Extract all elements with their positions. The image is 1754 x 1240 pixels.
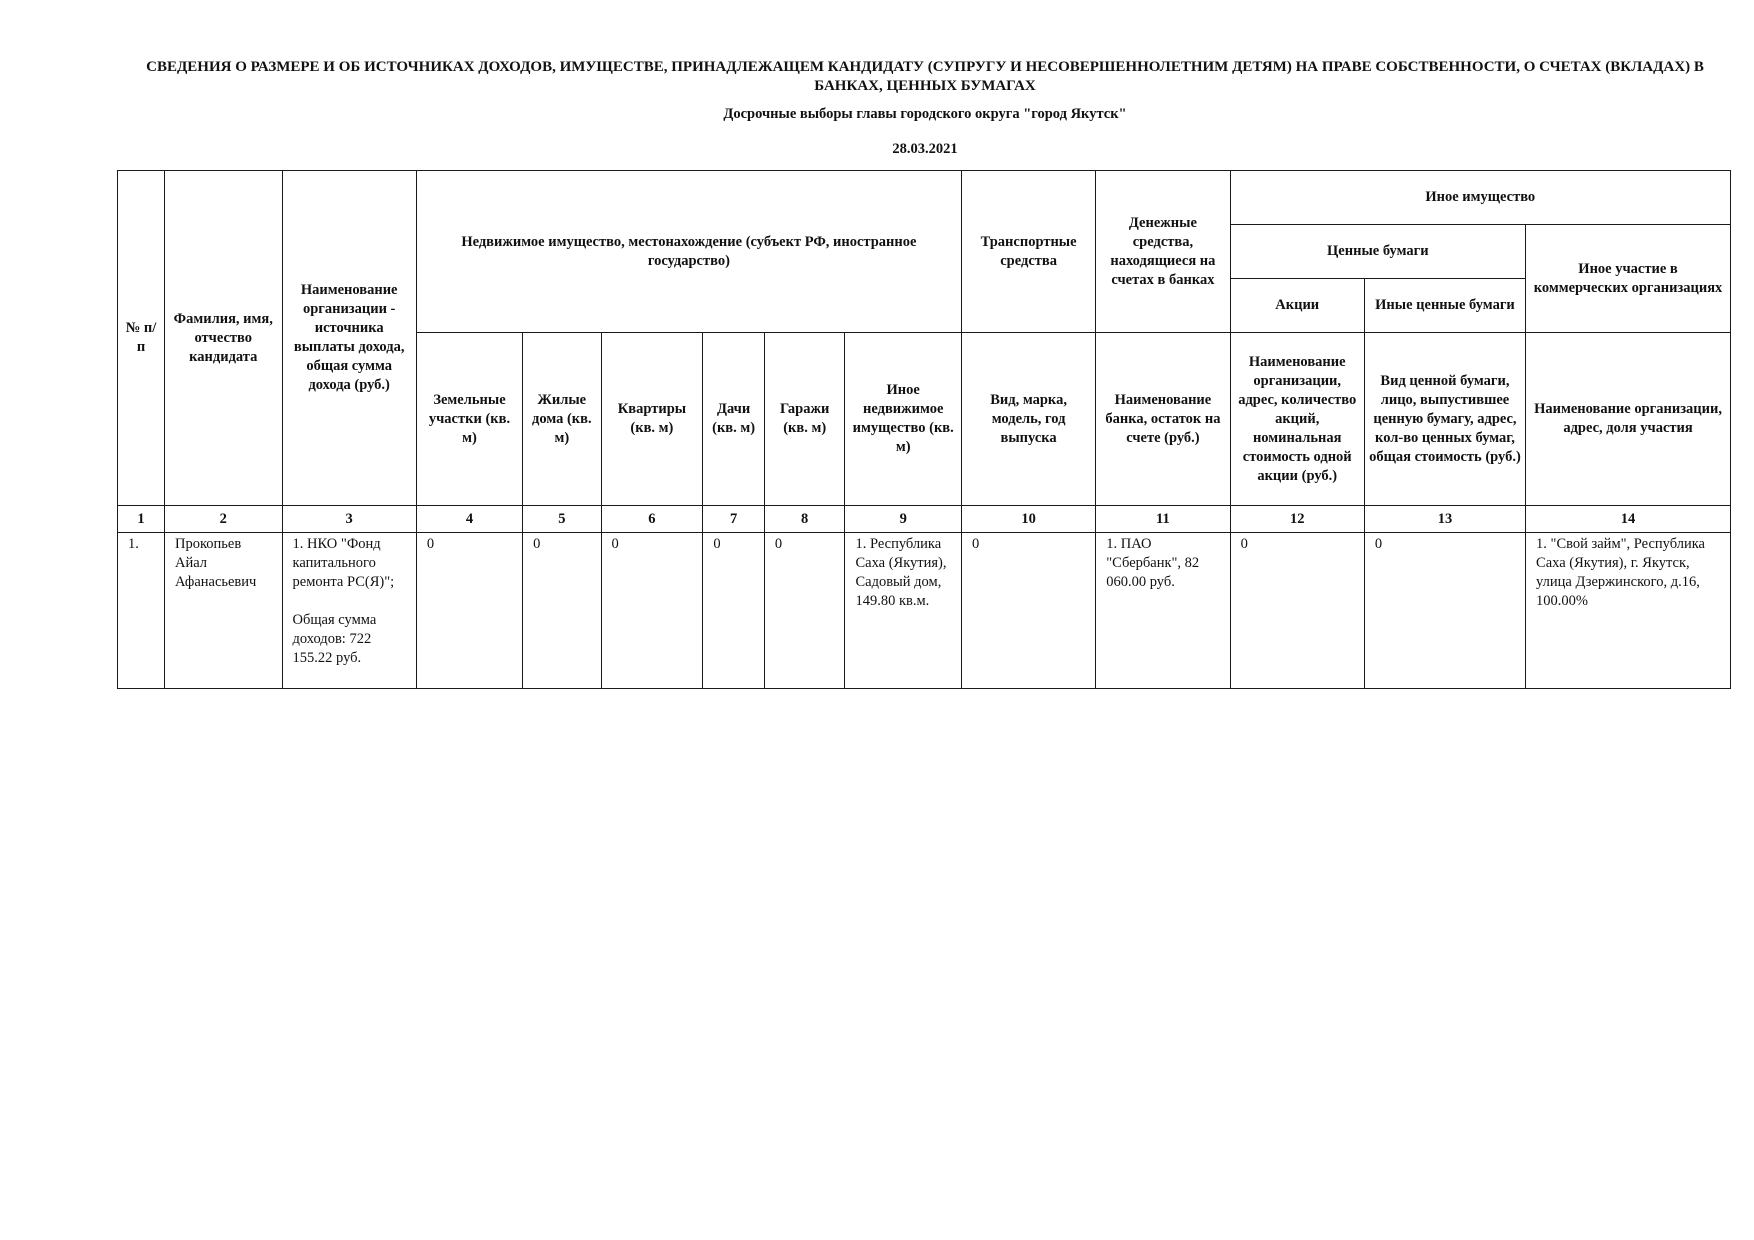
header-income: Наименование организации - источника выплаты дохода, общая сумма дохода (руб.) bbox=[282, 171, 416, 506]
document-date: 28.03.2021 bbox=[892, 141, 958, 157]
income-cell bbox=[282, 533, 416, 689]
header-num: № п/п bbox=[118, 171, 165, 506]
column-number: 13 bbox=[1364, 506, 1525, 533]
income-source: 1. НКО "Фонд капитального ремонта РС(Я)"; bbox=[292, 536, 395, 590]
header-other-securities: Иные ценные бумаги bbox=[1364, 279, 1525, 333]
column-number: 5 bbox=[523, 506, 601, 533]
column-number: 4 bbox=[416, 506, 522, 533]
column-number: 9 bbox=[845, 506, 961, 533]
column-number: 3 bbox=[282, 506, 416, 533]
candidate-name: Прокопьев Айал Афанасьевич bbox=[165, 533, 283, 689]
header-shares-sub: Наименование организации, адрес, количество акций, номинальная стоимость одной акции (руб.) bbox=[1230, 333, 1364, 506]
shares-value: 0 bbox=[1230, 533, 1364, 689]
header-garages: Гаражи (кв. м) bbox=[764, 333, 845, 506]
election-name: Досрочные выборы главы городского округа "город Якутск" bbox=[723, 106, 1127, 122]
income-total: Общая сумма доходов: 722 155.22 руб. bbox=[292, 612, 377, 666]
document-title: СВЕДЕНИЯ О РАЗМЕРЕ И ОБ ИСТОЧНИКАХ ДОХОДОВ, ИМУЩЕСТВЕ, ПРИНАДЛЕЖАЩЕМ КАНДИДАТУ (СУПРУГУ И НЕСОВЕРШЕННОЛЕТНИМ ДЕТЯМ) НА ПРАВЕ СОБСТВЕННОСТИ, О СЧЕТАХ (ВКЛАДАХ) В БАНКАХ, ЦЕННЫХ БУМАГАХ bbox=[146, 59, 1704, 94]
column-number: 11 bbox=[1096, 506, 1230, 533]
dachas-value: 0 bbox=[703, 533, 765, 689]
table-row bbox=[118, 533, 1731, 689]
other-securities-value: 0 bbox=[1364, 533, 1525, 689]
column-number-row bbox=[118, 506, 1731, 533]
column-number: 14 bbox=[1526, 506, 1731, 533]
bank-accounts-value: 1. ПАО "Сбербанк", 82 060.00 руб. bbox=[1096, 533, 1230, 689]
garages-value: 0 bbox=[764, 533, 845, 689]
column-number: 10 bbox=[961, 506, 1095, 533]
row-number: 1. bbox=[118, 533, 165, 689]
column-number: 2 bbox=[165, 506, 283, 533]
header-dachas: Дачи (кв. м) bbox=[703, 333, 765, 506]
apartments-value: 0 bbox=[601, 533, 703, 689]
header-land: Земельные участки (кв. м) bbox=[416, 333, 522, 506]
header-participation: Иное участие в коммерческих организациях bbox=[1526, 225, 1731, 333]
column-number: 12 bbox=[1230, 506, 1364, 533]
header-other-securities-sub: Вид ценной бумаги, лицо, выпустившее ценную бумагу, адрес, кол-во ценных бумаг, общая стоимость (руб.) bbox=[1364, 333, 1525, 506]
land-value: 0 bbox=[416, 533, 522, 689]
vehicles-value: 0 bbox=[961, 533, 1095, 689]
header-money: Денежные средства, находящиеся на счетах в банках bbox=[1096, 171, 1230, 333]
declaration-table bbox=[117, 170, 1731, 689]
column-number: 6 bbox=[601, 506, 703, 533]
header-participation-sub: Наименование организации, адрес, доля участия bbox=[1526, 333, 1731, 506]
column-number: 8 bbox=[764, 506, 845, 533]
header-realty: Недвижимое имущество, местонахождение (субъект РФ, иностранное государство) bbox=[416, 171, 961, 333]
header-shares: Акции bbox=[1230, 279, 1364, 333]
header-name: Фамилия, имя, отчество кандидата bbox=[165, 171, 283, 506]
header-other-realty: Иное недвижимое имущество (кв. м) bbox=[845, 333, 961, 506]
header-money-sub: Наименование банка, остаток на счете (руб.) bbox=[1096, 333, 1230, 506]
header-vehicles: Транспортные средства bbox=[961, 171, 1095, 333]
header-houses: Жилые дома (кв. м) bbox=[523, 333, 601, 506]
header-vehicles-sub: Вид, марка, модель, год выпуска bbox=[961, 333, 1095, 506]
other-realty-value: 1. Республика Саха (Якутия), Садовый дом, 149.80 кв.м. bbox=[845, 533, 961, 689]
participation-value: 1. "Свой займ", Республика Саха (Якутия), г. Якутск, улица Дзержинского, д.16, 100.00% bbox=[1526, 533, 1731, 689]
header-securities: Ценные бумаги bbox=[1230, 225, 1525, 279]
header-other-property: Иное имущество bbox=[1230, 171, 1730, 225]
column-number: 7 bbox=[703, 506, 765, 533]
header-apartments: Квартиры (кв. м) bbox=[601, 333, 703, 506]
column-number: 1 bbox=[118, 506, 165, 533]
houses-value: 0 bbox=[523, 533, 601, 689]
